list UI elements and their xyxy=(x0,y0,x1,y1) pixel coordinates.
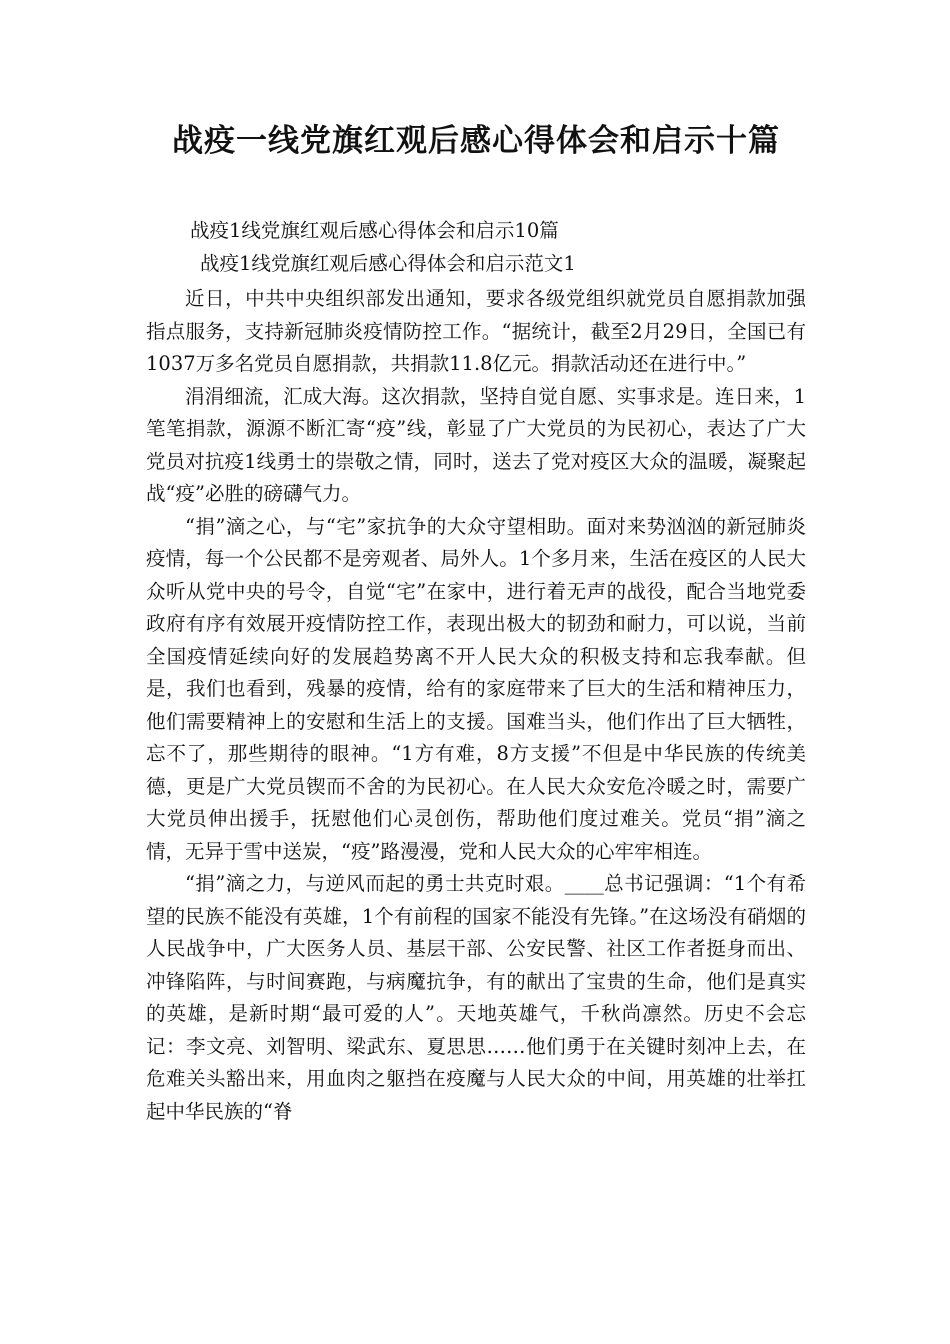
paragraph: 近日，中共中央组织部发出通知，要求各级党组织就党员自愿捐款加强指点服务，支持新冠肺炎疫情防控工作。“据统计，截至2月29日，全国已有1037万多名党员自愿捐款，共捐款11.8亿元。捐款活动还在进行中。” xyxy=(146,287,806,375)
article-body xyxy=(146,283,806,1128)
document-title: 战疫一线党旗红观后感心得体会和启示十篇 xyxy=(172,123,780,159)
paragraph: “捐”滴之心，与“宅”家抗争的大众守望相助。面对来势汹汹的新冠肺炎疫情，每一个公民都不是旁观者、局外人。1个多月来，生活在疫区的人民大众听从党中央的号令，自觉“宅”在家中，进行着无声的战役，配合当地党委政府有序有效展开疫情防控工作，表现出极大的韧劲和耐力，可以说，当前全国疫情延续向好的发展趋势离不开人民大众的积极支持和忘我奉献。但是，我们也看到，残暴的疫情，给有的家庭带来了巨大的生活和精神压力，他们需要精神上的安慰和生活上的支援。国难当头，他们作出了巨大牺牲，忘不了，那些期待的眼神。“1方有难，8方支援”不但是中华民族的传统美德，更是广大党员锲而不舍的为民初心。在人民大众安危冷暖之时，需要广大党员伸出援手，抚慰他们心灵创伤，帮助他们度过难关。党员“捐”滴之情，无异于雪中送炭，“疫”路漫漫，党和人民大众的心牢牢相连。 xyxy=(146,514,806,863)
paragraph: “捐”滴之力，与逆风而起的勇士共克时艰。____总书记强调：“1个有希望的民族不能没有英雄，1个有前程的国家不能没有先锋。”在这场没有硝烟的人民战争中，广大医务人员、基层干部、公安民警、社区工作者挺身而出、冲锋陷阵，与时间赛跑，与病魔抗争，有的献出了宝贵的生命，他们是真实的英雄，是新时期“最可爱的人”。天地英雄气，千秋尚凛然。历史不会忘记：李文亮、刘智明、梁武东、夏思思……他们勇于在关键时刻冲上去，在危难关头豁出来，用血肉之躯挡在疫魔与人民大众的中间，用英雄的壮举扛起中华民族的“脊 xyxy=(146,872,806,1123)
section-heading: 战疫1线党旗红观后感心得体会和启示范文1 xyxy=(200,252,576,275)
document-subtitle: 战疫1线党旗红观后感心得体会和启示10篇 xyxy=(190,219,559,242)
paragraph: 涓涓细流，汇成大海。这次捐款，坚持自觉自愿、实事求是。连日来，1笔笔捐款，源源不断汇寄“疫”线，彰显了广大党员的为民初心，表达了广大党员对抗疫1线勇士的崇敬之情，同时，送去了党对疫区大众的温暖，凝聚起战“疫”必胜的磅礴气力。 xyxy=(146,384,806,505)
